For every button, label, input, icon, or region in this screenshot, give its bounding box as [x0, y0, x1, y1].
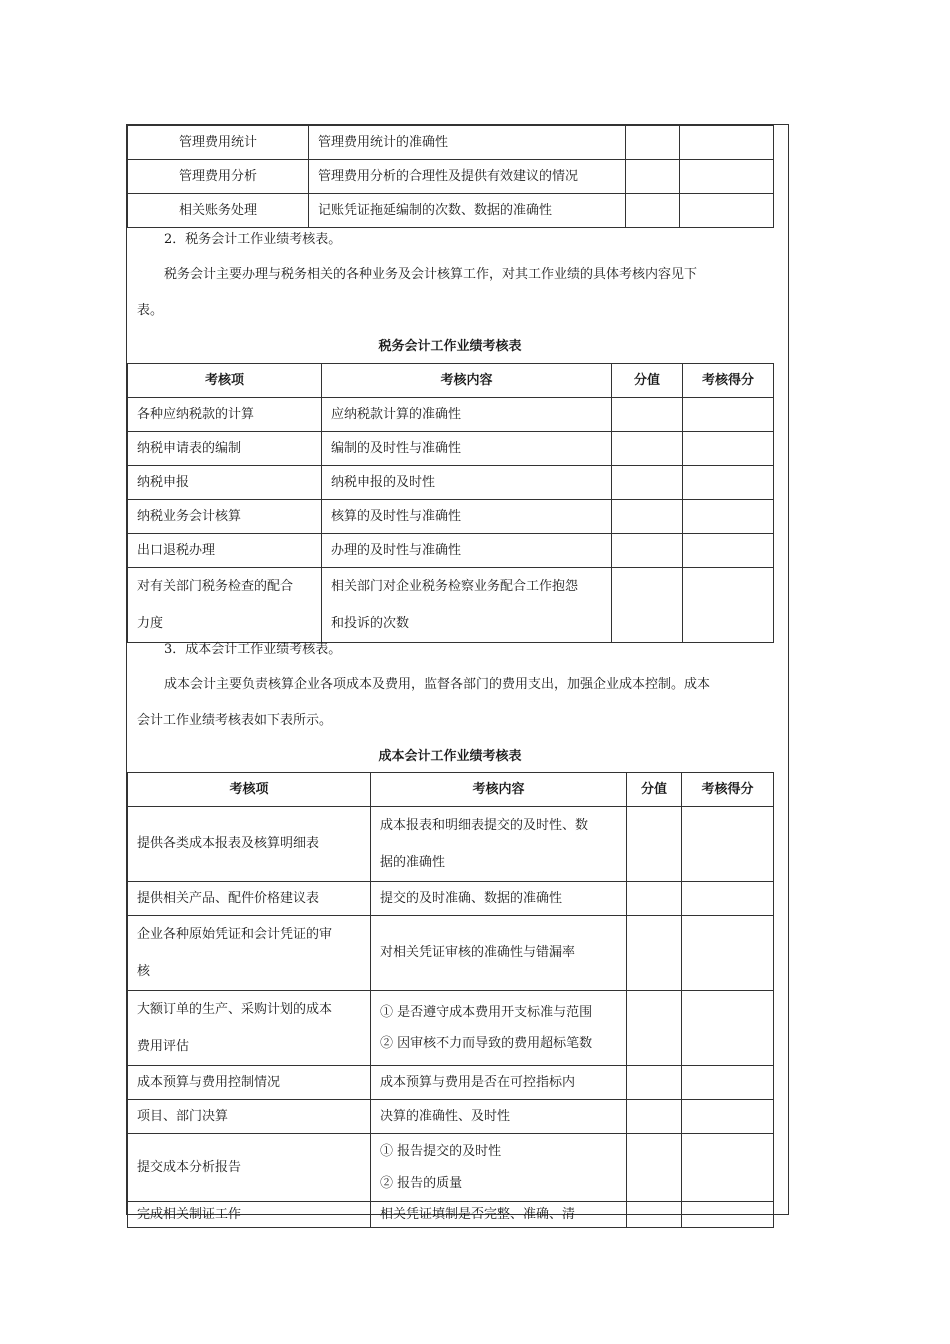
assessment-item: 纳税业务会计核算: [128, 500, 322, 534]
assessment-content: 办理的及时性与准确性: [322, 534, 612, 568]
item-line1: 对有关部门税务检查的配合: [137, 579, 294, 594]
table-row: [128, 160, 774, 194]
content-line2: 和投诉的次数: [331, 616, 410, 631]
score-cell: [626, 160, 680, 194]
table-row: [128, 882, 774, 916]
tax-accounting-table: [127, 363, 774, 643]
content-line1: 相关部门对企业税务检察业务配合工作抱怨: [331, 579, 579, 594]
section3-paragraph-line2: 会计工作业绩考核表如下表所示。: [137, 713, 333, 728]
assessment-content: 编制的及时性与准确性: [322, 432, 612, 466]
section2-paragraph-line2: 表。: [137, 303, 164, 318]
header-content: 考核内容: [371, 773, 627, 807]
section2-heading: 2．税务会计工作业绩考核表。: [164, 232, 342, 247]
score-cell: [627, 1202, 682, 1228]
score-cell: [612, 398, 683, 432]
assessment-content: 记账凭证拖延编制的次数、数据的准确性: [309, 194, 626, 228]
table-row: [128, 126, 774, 160]
page-frame: [126, 124, 789, 1222]
content-line2: ② 报告的质量: [380, 1175, 463, 1191]
tax-table-caption: 税务会计工作业绩考核表: [378, 339, 522, 354]
assessment-content: 提交的及时准确、数据的准确性: [371, 882, 627, 916]
assessment-content: [371, 991, 627, 1066]
score-cell: [627, 991, 682, 1066]
cost-table-caption: 成本会计工作业绩考核表: [378, 749, 522, 764]
result-cell: [682, 1100, 774, 1134]
result-cell: [682, 916, 774, 991]
score-cell: [612, 534, 683, 568]
score-cell: [627, 1066, 682, 1100]
result-cell: [682, 1202, 774, 1228]
result-cell: [683, 500, 774, 534]
assessment-content: 纳税申报的及时性: [322, 466, 612, 500]
header-item: 考核项: [128, 773, 371, 807]
score-cell: [626, 194, 680, 228]
assessment-item: 成本预算与费用控制情况: [128, 1066, 371, 1100]
assessment-content: 决算的准确性、及时性: [371, 1100, 627, 1134]
assessment-content: 管理费用统计的准确性: [309, 126, 626, 160]
content-line2: 据的准确性: [380, 855, 446, 870]
assessment-content: [322, 568, 612, 643]
content-line1: ① 报告提交的及时性: [380, 1143, 502, 1159]
result-cell: [683, 398, 774, 432]
table-row: [128, 916, 774, 991]
assessment-content: 核算的及时性与准确性: [322, 500, 612, 534]
assessment-item: 相关账务处理: [128, 194, 309, 228]
score-cell: [627, 1100, 682, 1134]
section2-paragraph-line1: 税务会计主要办理与税务相关的各种业务及会计核算工作，对其工作业绩的具体考核内容见下: [164, 267, 698, 282]
assessment-item: 提交成本分析报告: [128, 1134, 371, 1202]
table-row: [128, 1100, 774, 1134]
table-row: [128, 194, 774, 228]
content-line1: 成本报表和明细表提交的及时性、数: [380, 818, 589, 833]
content-line2: ② 因审核不力而导致的费用超标笔数: [380, 1036, 593, 1051]
score-cell: [612, 500, 683, 534]
assessment-content: 应纳税款计算的准确性: [322, 398, 612, 432]
management-expense-table: [127, 125, 774, 228]
assessment-content: [371, 807, 627, 882]
assessment-item: 纳税申请表的编制: [128, 432, 322, 466]
assessment-item: 出口退税办理: [128, 534, 322, 568]
item-line1: 企业各种原始凭证和会计凭证的审: [137, 927, 333, 942]
section3-heading: 3．成本会计工作业绩考核表。: [164, 642, 342, 657]
header-result: 考核得分: [683, 364, 774, 398]
assessment-item: 完成相关制证工作: [128, 1202, 371, 1228]
header-result: 考核得分: [682, 773, 774, 807]
score-cell: [627, 1134, 682, 1202]
table-row: [128, 807, 774, 882]
assessment-item: 纳税申报: [128, 466, 322, 500]
header-content: 考核内容: [322, 364, 612, 398]
result-cell: [683, 432, 774, 466]
item-line2: 核: [137, 964, 151, 979]
table-row: [128, 466, 774, 500]
content-line1: ① 是否遵守成本费用开支标准与范围: [380, 1005, 593, 1020]
assessment-item: 管理费用分析: [128, 160, 309, 194]
header-score: 分值: [612, 364, 683, 398]
assessment-content: 管理费用分析的合理性及提供有效建议的情况: [309, 160, 626, 194]
result-cell: [682, 807, 774, 882]
assessment-item: [128, 916, 371, 991]
result-cell: [682, 1066, 774, 1100]
score-cell: [626, 126, 680, 160]
section3-paragraph-line1: 成本会计主要负责核算企业各项成本及费用，监督各部门的费用支出，加强企业成本控制。成本: [164, 677, 711, 692]
result-cell: [680, 194, 774, 228]
header-score: 分值: [627, 773, 682, 807]
assessment-content: 对相关凭证审核的准确性与错漏率: [371, 916, 627, 991]
assessment-item: 管理费用统计: [128, 126, 309, 160]
table-header-row: [128, 773, 774, 807]
assessment-item: 项目、部门决算: [128, 1100, 371, 1134]
assessment-content: [371, 1134, 627, 1202]
result-cell: [683, 466, 774, 500]
assessment-item: 提供相关产品、配件价格建议表: [128, 882, 371, 916]
cost-accounting-table: [127, 772, 774, 1228]
table-row: [128, 534, 774, 568]
table-row: [128, 1202, 774, 1228]
item-line2: 力度: [137, 616, 164, 631]
score-cell: [627, 807, 682, 882]
score-cell: [612, 466, 683, 500]
header-item: 考核项: [128, 364, 322, 398]
result-cell: [683, 534, 774, 568]
result-cell: [682, 1134, 774, 1202]
score-cell: [612, 568, 683, 643]
assessment-item: [128, 991, 371, 1066]
table-row: [128, 1134, 774, 1202]
result-cell: [682, 882, 774, 916]
table-row: [128, 500, 774, 534]
assessment-item: [128, 568, 322, 643]
assessment-content: 成本预算与费用是否在可控指标内: [371, 1066, 627, 1100]
item-line2: 费用评估: [137, 1039, 190, 1054]
table-row: [128, 1066, 774, 1100]
table-row: [128, 568, 774, 643]
table-row: [128, 398, 774, 432]
result-cell: [680, 160, 774, 194]
table-row: [128, 432, 774, 466]
assessment-item: 提供各类成本报表及核算明细表: [128, 807, 371, 882]
result-cell: [680, 126, 774, 160]
table-row: [128, 991, 774, 1066]
table-header-row: [128, 364, 774, 398]
score-cell: [627, 916, 682, 991]
result-cell: [683, 568, 774, 643]
assessment-item: 各种应纳税款的计算: [128, 398, 322, 432]
item-line1: 大额订单的生产、采购计划的成本: [137, 1002, 333, 1017]
result-cell: [682, 991, 774, 1066]
assessment-content: 相关凭证填制是否完整、准确、清: [371, 1202, 627, 1228]
score-cell: [612, 432, 683, 466]
score-cell: [627, 882, 682, 916]
